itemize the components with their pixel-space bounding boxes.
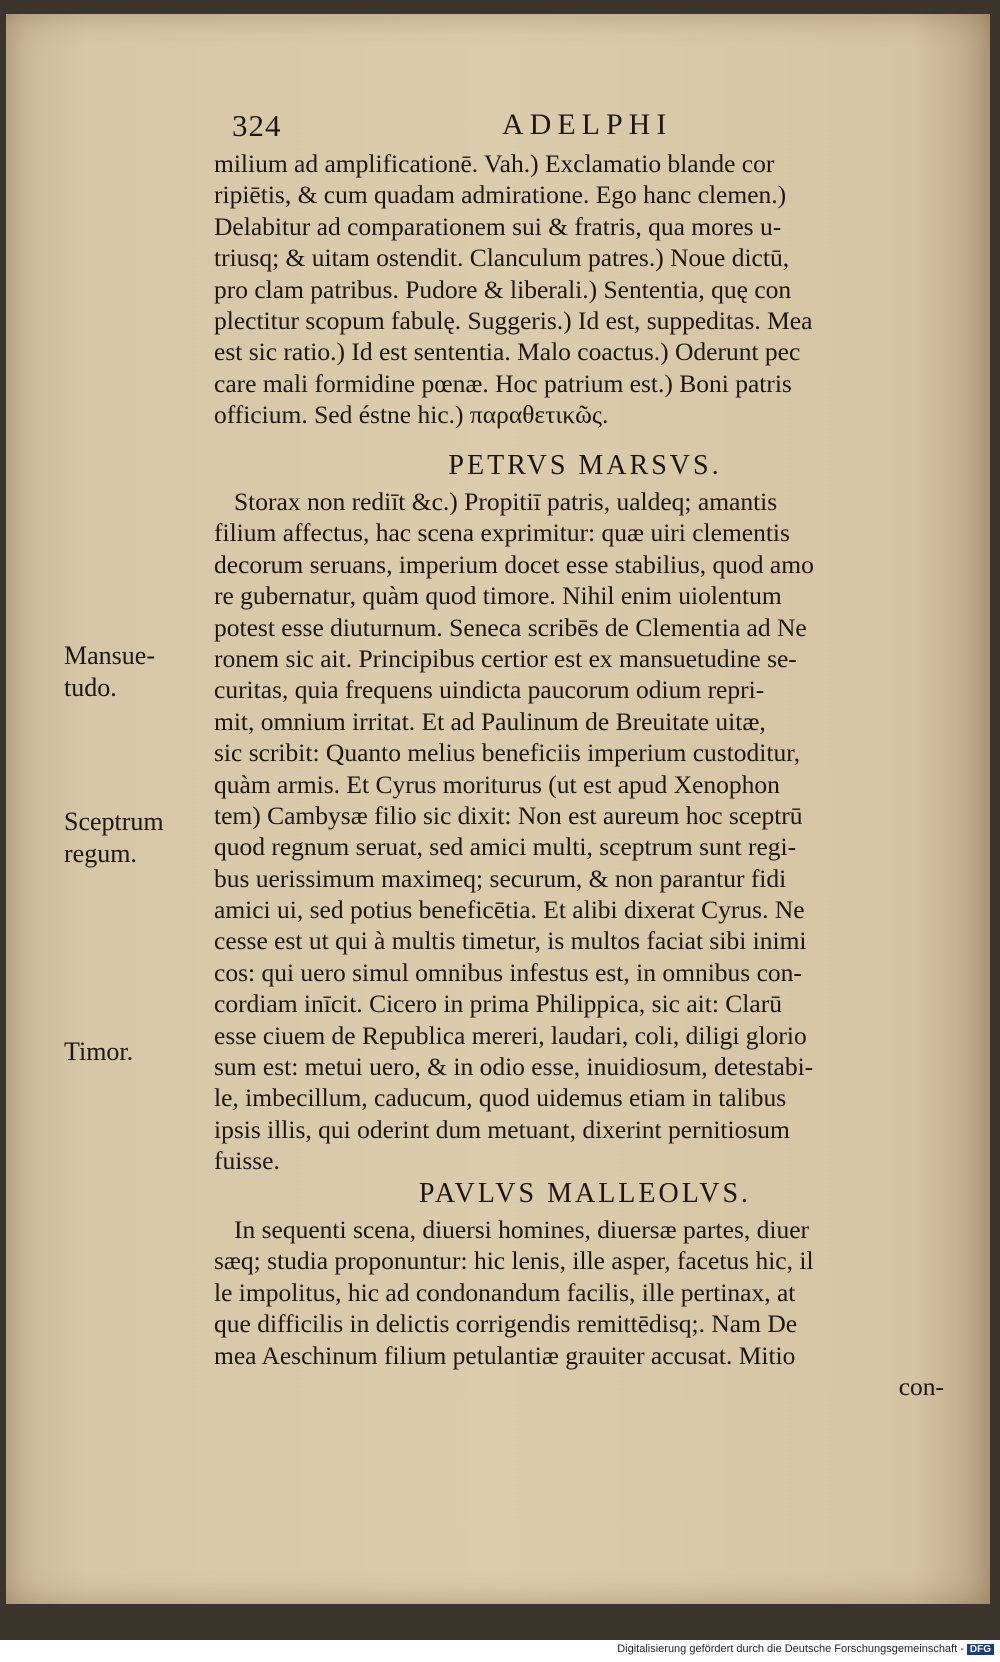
text-line: fuisse. [214, 1146, 280, 1176]
text-line: tem) Cambysæ filio sic dixit: Non est aureum hoc sceptrū [214, 800, 803, 830]
digitization-footer [0, 1640, 1000, 1662]
marginal-note-line: tudo. [64, 673, 117, 702]
text-line: pro clam patribus. Pudore & liberali.) Sententia, quę con [214, 274, 792, 304]
text-line: cesse est ut qui à multis timetur, is multos faciat sibi inimi [214, 926, 807, 956]
text-line: bus uerissimum maximeq; securum, & non parantur fidi [214, 863, 787, 893]
page-header [222, 108, 922, 152]
text-line: ripiētis, & cum quadam admiratione. Ego hanc clemen.) [214, 180, 787, 210]
text-line: re gubernatur, quàm quod timore. Nihil enim uiolentum [214, 581, 782, 611]
text-line: sic scribit: Quanto melius beneficiis imperium custoditur, [214, 738, 801, 768]
running-title: ADELPHI [502, 108, 673, 141]
text-line: quàm armis. Et Cyrus moriturus (ut est apud Xenophon [214, 769, 780, 799]
text-line: mit, omnium irritat. Et ad Paulinum de Breuitate uitæ, [214, 706, 766, 736]
text-line: potest esse diuturnum. Seneca scribēs de Clementia ad Ne [214, 612, 807, 642]
text-line: plectitur scopum fabulę. Suggeris.) Id est, suppeditas. Mea [214, 305, 813, 335]
text-line: cordiam inīcit. Cicero in prima Philippica, sic ait: Clarū [214, 989, 782, 1019]
marginal-note-line: Mansue- [64, 641, 155, 670]
text-line: que difficilis in delictis corrigendis remittēdisq;. Nam De [214, 1309, 798, 1339]
marsus-paragraph [214, 486, 956, 1177]
text-line: amici ui, sed potius beneficētia. Et alibi dixerat Cyrus. Ne [214, 895, 805, 925]
marginal-note-line: Sceptrum [64, 807, 164, 836]
marginal-note-timor [64, 1036, 204, 1068]
dfg-logo: DFG [967, 1644, 994, 1655]
text-line: care mali formidine pœnæ. Hoc patrium est.) Boni patris [214, 368, 792, 398]
text-line: est sic ratio.) Id est sententia. Malo coactus.) Oderunt pec [214, 337, 801, 367]
text-line: officium. Sed éstne hic.) παραθετικῶς. [214, 400, 609, 430]
text-line: In sequenti scena, diuersi homines, diuersæ partes, diuer [234, 1215, 810, 1244]
marginal-note-sceptrum [64, 806, 204, 870]
text-line: Storax non rediīt &c.) Propitiī patris, ualdeq; amantis [234, 487, 778, 516]
funding-credit [617, 1643, 994, 1655]
text-line: triusq; & uitam ostendit. Clanculum patres.) Noue dictū, [214, 243, 790, 273]
text-line: ipsis illis, qui oderint dum metuant, dixerint pernitiosum [214, 1114, 790, 1144]
marginal-note-line: regum. [64, 839, 137, 868]
page-number: 324 [232, 108, 282, 143]
text-line: decorum seruans, imperium docet esse stabilius, quod amo [214, 549, 814, 579]
text-line: sum est: metui uero, & in odio esse, inuidiosum, detestabi- [214, 1052, 814, 1082]
text-line: esse ciuem de Republica mereri, laudari, coli, diligi glorio [214, 1020, 807, 1050]
text-line: milium ad amplificationē. Vah.) Exclamatio blande cor [214, 149, 775, 178]
text-line: mea Aeschinum filium petulantiæ grauiter accusat. Mitio [214, 1340, 796, 1370]
credit-text: Digitalisierung gefördert durch die Deutsche Forschungsgemeinschaft - [617, 1643, 964, 1655]
section-heading-marsus: PETRVS MARSVS. [448, 450, 722, 481]
marginal-note-mansuetudo [64, 640, 204, 704]
text-line: le impolitus, hic ad condonandum facilis, ille pertinax, at [214, 1277, 796, 1307]
text-line: filium affectus, hac scena exprimitur: quæ uiri clementis [214, 518, 790, 548]
text-line: cos: qui uero simul omnibus infestus est, in omnibus con- [214, 957, 802, 987]
catchword: con- [898, 1371, 944, 1401]
malleolus-paragraph [214, 1214, 956, 1402]
commentary-paragraph [214, 148, 956, 431]
section-heading-malleolus: PAVLVS MALLEOLVS. [418, 1178, 752, 1209]
text-line: Delabitur ad comparationem sui & fratris, qua mores u- [214, 211, 782, 241]
text-line: curitas, quia frequens uindicta paucorum odium repri- [214, 675, 765, 705]
text-line: ronem sic ait. Principibus certior est ex mansuetudine se- [214, 643, 797, 673]
text-line: quod regnum seruat, sed amici multi, sceptrum sunt regi- [214, 832, 797, 862]
marginal-note-line: Timor. [64, 1037, 134, 1066]
text-line: le, imbecillum, caducum, quod uidemus etiam in talibus [214, 1083, 787, 1113]
text-line: sæq; studia proponuntur: hic lenis, ille asper, facetus hic, il [214, 1246, 814, 1276]
